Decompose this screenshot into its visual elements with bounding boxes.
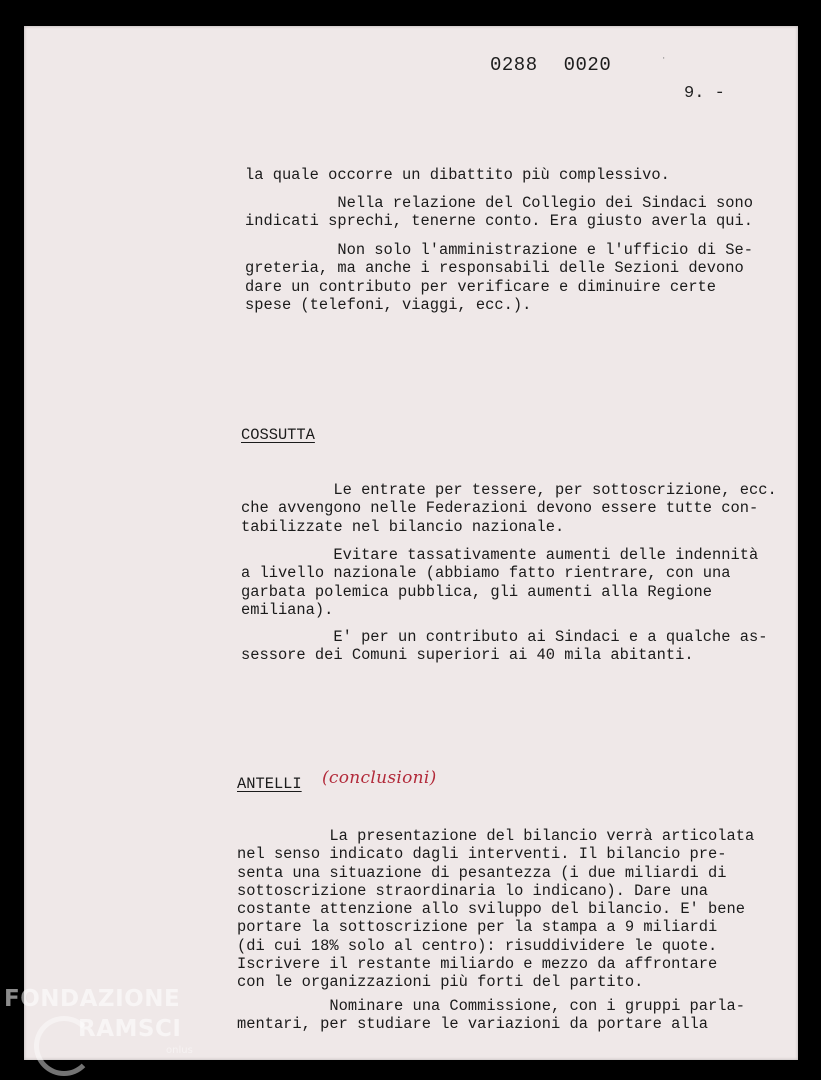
cossutta-paragraph-1: Le entrate per tessere, per sottoscrizione, ecc. che avvengono nelle Federazioni devono essere tutte con- tabilizzate nel bilancio nazionale. — [241, 481, 777, 536]
antelli-paragraph-2: Nominare una Commissione, con i gruppi parla- mentari, per studiare le variazioni da portare alla — [237, 997, 745, 1034]
heading-cossutta: COSSUTTA — [241, 426, 315, 444]
document-code — [490, 54, 611, 76]
watermark-line-1: FONDAZIONE — [4, 986, 181, 1012]
watermark-line-2: RAMSCI — [78, 1016, 182, 1042]
watermark-suffix: onlus — [166, 1045, 193, 1056]
fondazione-watermark — [0, 986, 220, 1080]
code-part-2: 0020 — [563, 54, 612, 76]
intro-paragraph-1: la quale occorre un dibattito più complessivo. — [245, 166, 670, 184]
document-page — [24, 26, 798, 1060]
heading-antelli: ANTELLI — [237, 775, 302, 793]
intro-paragraph-3: Non solo l'amministrazione e l'ufficio di Se- greteria, ma anche i responsabili delle Sezioni devono dare un contributo per verificare e diminuire certe spese (telefoni, viaggi, ecc.). — [245, 241, 753, 314]
cossutta-paragraph-3: E' per un contributo ai Sindaci e a qualche as- sessore dei Comuni superiori ai 40 mila abitanti. — [241, 628, 768, 665]
code-part-1: 0288 — [490, 54, 538, 76]
page-number: 9. - — [684, 84, 725, 103]
handwritten-note: (conclusioni) — [322, 768, 437, 788]
antelli-paragraph-1: La presentazione del bilancio verrà articolata nel senso indicato dagli interventi. Il bilancio pre- senta una situazione di pesantezza (i due miliardi di sottoscrizione straordinaria lo indicano). Dare una costante attenzione allo sviluppo del bilancio. E' bene portare la sottoscrizione per la stampa a 9 miliardi (di cui 18% solo al centro): risuddividere le quote. Iscrivere il restante miliardo e mezzo da affrontare con le organizzazioni più forti del partito. — [237, 827, 755, 992]
cossutta-paragraph-2: Evitare tassativamente aumenti delle indennità a livello nazionale (abbiamo fatto rientrare, con una garbata polemica pubblica, gli aumenti alla Regione emiliana). — [241, 546, 759, 619]
intro-paragraph-2: Nella relazione del Collegio dei Sindaci sono indicati sprechi, tenerne conto. Era giusto averla qui. — [245, 194, 753, 231]
code-mark: ˙ — [660, 56, 668, 70]
